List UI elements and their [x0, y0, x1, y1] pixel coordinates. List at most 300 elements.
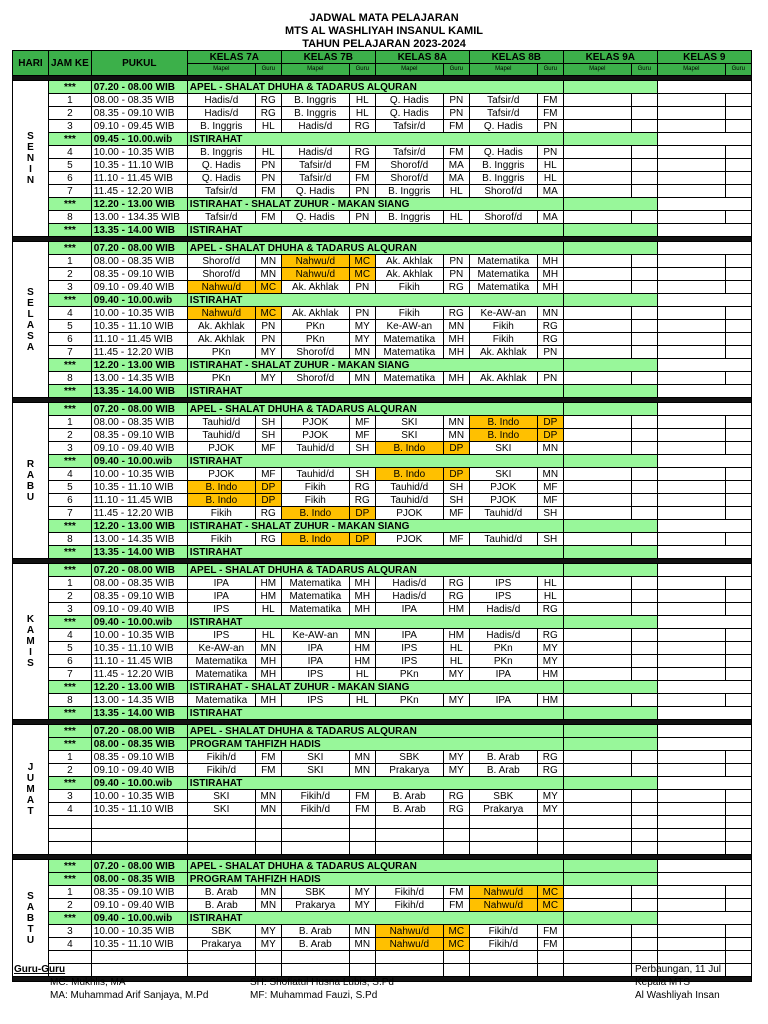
teacher-code-cell: RG — [537, 320, 563, 333]
empty-cell — [657, 873, 751, 886]
event-label: APEL - SHALAT DHUHA & TADARUS ALQURAN — [187, 242, 563, 255]
empty-cell — [631, 320, 657, 333]
empty-cell — [725, 372, 751, 385]
teacher-code-cell: MN — [349, 938, 375, 951]
time-slot: 12.20 - 13.00 WIB — [91, 520, 187, 533]
subject-cell: Tafsir/d — [469, 94, 537, 107]
teacher-code-cell: DP — [349, 507, 375, 520]
header-class: KELAS 7A — [187, 51, 281, 64]
empty-cell — [631, 94, 657, 107]
subject-cell: Q. Hadis — [281, 211, 349, 224]
subject-cell: Matematika — [187, 694, 255, 707]
empty-cell — [187, 816, 255, 829]
subject-cell: Shorof/d — [281, 346, 349, 359]
empty-cell — [91, 816, 187, 829]
subject-cell: PKn — [187, 372, 255, 385]
jam-ke: 5 — [49, 642, 92, 655]
break-row — [13, 777, 752, 790]
empty-cell — [563, 146, 631, 159]
subject-cell: SKI — [469, 468, 537, 481]
empty-cell — [725, 842, 751, 855]
subject-cell: B. Inggris — [375, 211, 443, 224]
empty-cell — [443, 829, 469, 842]
empty-cell — [563, 416, 631, 429]
jam-ke: 4 — [49, 468, 92, 481]
empty-cell — [657, 372, 725, 385]
empty-cell — [657, 403, 751, 416]
empty-cell — [563, 211, 631, 224]
signature-title: Kepala MTS — [635, 977, 691, 988]
jam-ke: 7 — [49, 185, 92, 198]
jam-ke: 6 — [49, 655, 92, 668]
empty-cell — [563, 198, 657, 211]
break-row — [13, 198, 752, 211]
teacher-entry: SH: Shofiatul Husna Lubis, S.Pd — [250, 977, 394, 988]
subject-cell: B. Arab — [375, 790, 443, 803]
subject-cell: Fikih — [375, 307, 443, 320]
subject-cell: Ak. Akhlak — [281, 307, 349, 320]
lesson-row — [13, 938, 752, 951]
empty-cell — [563, 81, 657, 94]
empty-cell — [563, 294, 657, 307]
subject-cell: Tauhid/d — [375, 494, 443, 507]
teacher-code-cell: MA — [443, 172, 469, 185]
break-row — [13, 224, 752, 237]
subject-cell: Q. Hadis — [187, 159, 255, 172]
event-label: ISTIRAHAT — [187, 912, 563, 925]
jam-ke: 1 — [49, 577, 92, 590]
empty-cell — [657, 803, 725, 816]
jam-ke: *** — [49, 777, 92, 790]
teacher-code-cell: RG — [537, 333, 563, 346]
teacher-code-cell: MY — [255, 372, 281, 385]
subject-cell: Q. Hadis — [187, 172, 255, 185]
subject-cell: Shorof/d — [375, 159, 443, 172]
jam-ke: *** — [49, 359, 92, 372]
empty-cell — [563, 912, 657, 925]
jam-ke: *** — [49, 242, 92, 255]
subject-cell: Tafsir/d — [187, 185, 255, 198]
teacher-code-cell: HL — [537, 590, 563, 603]
empty-cell — [657, 81, 751, 94]
teacher-code-cell: MN — [443, 416, 469, 429]
empty-cell — [563, 738, 657, 751]
empty-cell — [657, 359, 751, 372]
lesson-row — [13, 468, 752, 481]
empty-cell — [657, 416, 725, 429]
empty-cell — [563, 268, 631, 281]
empty-cell — [725, 120, 751, 133]
teacher-code-cell: HL — [443, 655, 469, 668]
subheader-mapel: Mapel — [281, 64, 349, 76]
empty-cell — [563, 333, 631, 346]
teacher-code-cell: MN — [537, 442, 563, 455]
teacher-code-cell: PN — [255, 172, 281, 185]
teacher-code-cell: PN — [537, 120, 563, 133]
subject-cell: Nahwu/d — [281, 255, 349, 268]
subject-cell: B. Arab — [281, 925, 349, 938]
subject-cell: SKI — [375, 429, 443, 442]
teacher-code-cell: HL — [349, 94, 375, 107]
lesson-row — [13, 268, 752, 281]
teacher-code-cell: MC — [255, 307, 281, 320]
teacher-code-cell: FM — [255, 751, 281, 764]
time-slot: 10.00 - 10.35 WIB — [91, 146, 187, 159]
lesson-row — [13, 694, 752, 707]
jam-ke: 4 — [49, 629, 92, 642]
subject-cell: B. Indo — [281, 507, 349, 520]
subject-cell: Shorof/d — [187, 255, 255, 268]
subject-cell: Q. Hadis — [375, 107, 443, 120]
empty-cell — [657, 307, 725, 320]
time-slot: 10.00 - 10.35 WIB — [91, 790, 187, 803]
empty-cell — [725, 320, 751, 333]
teacher-code-cell: PN — [537, 346, 563, 359]
signature-organization: Al Washliyah Insan — [635, 990, 720, 1001]
teacher-code-cell: MY — [255, 925, 281, 938]
subject-cell: Ak. Akhlak — [187, 320, 255, 333]
event-label: ISTIRAHAT - SHALAT ZUHUR - MAKAN SIANG — [187, 681, 563, 694]
empty-cell — [657, 172, 725, 185]
subject-cell: Shorof/d — [469, 185, 537, 198]
subject-cell: Nahwu/d — [187, 281, 255, 294]
empty-cell — [469, 842, 537, 855]
empty-cell — [657, 707, 751, 720]
empty-cell — [563, 403, 657, 416]
schedule-table — [12, 50, 752, 982]
time-slot: 13.00 - 134.35 WIB — [91, 211, 187, 224]
teacher-code-cell: PN — [537, 146, 563, 159]
teacher-code-cell: PN — [349, 185, 375, 198]
time-slot: 09.10 - 09.40 WIB — [91, 603, 187, 616]
empty-cell — [187, 951, 255, 964]
empty-cell — [657, 590, 725, 603]
jam-ke: *** — [49, 81, 92, 94]
subject-cell: Fikih — [469, 333, 537, 346]
empty-cell — [631, 172, 657, 185]
empty-cell — [563, 281, 631, 294]
subject-cell: Fikih — [469, 320, 537, 333]
empty-cell — [563, 224, 657, 237]
empty-cell — [631, 590, 657, 603]
teacher-code-cell: PN — [443, 255, 469, 268]
blank-row — [13, 816, 752, 829]
jam-ke: 2 — [49, 764, 92, 777]
teacher-code-cell: FM — [537, 94, 563, 107]
lesson-row — [13, 159, 752, 172]
teacher-code-cell: MC — [349, 255, 375, 268]
time-slot: 11.45 - 12.20 WIB — [91, 507, 187, 520]
teacher-code-cell: HM — [443, 629, 469, 642]
empty-cell — [725, 94, 751, 107]
time-slot: 08.35 - 09.10 WIB — [91, 107, 187, 120]
teacher-code-cell: MH — [349, 590, 375, 603]
teacher-code-cell: PN — [349, 211, 375, 224]
subject-cell: Matematika — [469, 281, 537, 294]
jam-ke: *** — [49, 403, 92, 416]
jam-ke: 7 — [49, 507, 92, 520]
empty-cell — [725, 925, 751, 938]
teacher-code-cell: MH — [255, 694, 281, 707]
lesson-row — [13, 120, 752, 133]
empty-cell — [631, 829, 657, 842]
empty-cell — [443, 951, 469, 964]
empty-cell — [631, 481, 657, 494]
subject-cell: Matematika — [375, 346, 443, 359]
empty-cell — [657, 842, 725, 855]
lesson-row — [13, 94, 752, 107]
break-row — [13, 546, 752, 559]
lesson-row — [13, 255, 752, 268]
jam-ke: *** — [49, 873, 92, 886]
empty-cell — [187, 964, 255, 977]
empty-cell — [563, 307, 631, 320]
teacher-code-cell: MY — [255, 346, 281, 359]
empty-cell — [563, 803, 631, 816]
empty-cell — [657, 681, 751, 694]
teacher-code-cell: MH — [443, 372, 469, 385]
empty-cell — [725, 468, 751, 481]
empty-cell — [631, 764, 657, 777]
time-slot: 12.20 - 13.00 WIB — [91, 359, 187, 372]
jam-ke: 8 — [49, 533, 92, 546]
teacher-code-cell: MN — [349, 372, 375, 385]
subject-cell: Hadis/d — [187, 94, 255, 107]
break-row — [13, 616, 752, 629]
lesson-row — [13, 416, 752, 429]
empty-cell — [725, 429, 751, 442]
title-line-1: JADWAL MATA PELAJARAN — [309, 12, 459, 24]
subject-cell: IPA — [187, 590, 255, 603]
empty-cell — [657, 777, 751, 790]
empty-cell — [563, 533, 631, 546]
time-slot: 11.45 - 12.20 WIB — [91, 346, 187, 359]
empty-cell — [657, 107, 725, 120]
time-slot: 08.00 - 08.35 WIB — [91, 577, 187, 590]
event-label: ISTIRAHAT — [187, 133, 563, 146]
empty-cell — [537, 842, 563, 855]
event-label: ISTIRAHAT — [187, 455, 563, 468]
lesson-row — [13, 668, 752, 681]
break-row — [13, 455, 752, 468]
teacher-code-cell: FM — [537, 938, 563, 951]
empty-cell — [657, 790, 725, 803]
empty-cell — [563, 172, 631, 185]
empty-cell — [725, 255, 751, 268]
empty-cell — [563, 372, 631, 385]
lesson-row — [13, 886, 752, 899]
teacher-code-cell: MF — [349, 429, 375, 442]
time-slot: 08.35 - 09.10 WIB — [91, 429, 187, 442]
time-slot: 08.00 - 08.35 WIB — [91, 255, 187, 268]
empty-cell — [563, 694, 631, 707]
empty-cell — [657, 899, 725, 912]
time-slot: 08.35 - 09.10 WIB — [91, 268, 187, 281]
subject-cell: Tauhid/d — [469, 533, 537, 546]
empty-cell — [91, 829, 187, 842]
empty-cell — [631, 333, 657, 346]
empty-cell — [631, 886, 657, 899]
empty-cell — [657, 616, 751, 629]
document-title — [0, 12, 768, 51]
subject-cell: Shorof/d — [375, 172, 443, 185]
teacher-code-cell: MN — [443, 429, 469, 442]
subject-cell: Matematika — [281, 603, 349, 616]
subject-cell: Ak. Akhlak — [469, 346, 537, 359]
teacher-code-cell: MN — [349, 629, 375, 642]
teacher-code-cell: MY — [443, 668, 469, 681]
lesson-row — [13, 172, 752, 185]
empty-cell — [631, 346, 657, 359]
event-label: ISTIRAHAT — [187, 707, 563, 720]
jam-ke: 3 — [49, 281, 92, 294]
subject-cell: Ak. Akhlak — [281, 281, 349, 294]
empty-cell — [563, 603, 631, 616]
break-row — [13, 725, 752, 738]
teacher-code-cell: HL — [255, 120, 281, 133]
empty-cell — [725, 751, 751, 764]
subject-cell: B. Indo — [187, 481, 255, 494]
empty-cell — [657, 751, 725, 764]
empty-cell — [657, 281, 725, 294]
teacher-code-cell: FM — [349, 172, 375, 185]
time-slot: 08.00 - 08.35 WIB — [91, 94, 187, 107]
subject-cell: Prakarya — [469, 803, 537, 816]
empty-cell — [563, 442, 631, 455]
subject-cell: B. Inggris — [469, 159, 537, 172]
jam-ke: *** — [49, 707, 92, 720]
subject-cell: Ke-AW-an — [187, 642, 255, 655]
subject-cell: B. Inggris — [281, 107, 349, 120]
teacher-code-cell: HM — [537, 668, 563, 681]
subject-cell: Nahwu/d — [469, 886, 537, 899]
teacher-code-cell: MY — [349, 320, 375, 333]
empty-cell — [563, 668, 631, 681]
subject-cell: SBK — [469, 790, 537, 803]
empty-cell — [657, 211, 725, 224]
empty-cell — [631, 842, 657, 855]
subject-cell: Nahwu/d — [281, 268, 349, 281]
empty-cell — [469, 816, 537, 829]
empty-cell — [657, 255, 725, 268]
lesson-row — [13, 790, 752, 803]
day-name: J U M A T — [13, 725, 49, 855]
time-slot: 09.40 - 10.00.wib — [91, 455, 187, 468]
subject-cell: SKI — [187, 790, 255, 803]
empty-cell — [563, 564, 657, 577]
day-name: K A M I S — [13, 564, 49, 720]
subject-cell: B. Indo — [469, 416, 537, 429]
teacher-code-cell: RG — [255, 533, 281, 546]
empty-cell — [49, 816, 92, 829]
empty-cell — [657, 860, 751, 873]
break-row — [13, 873, 752, 886]
subject-cell: Ak. Akhlak — [375, 268, 443, 281]
subject-cell: B. Arab — [281, 938, 349, 951]
empty-cell — [725, 281, 751, 294]
teacher-code-cell: MN — [255, 642, 281, 655]
subject-cell: Prakarya — [281, 899, 349, 912]
teacher-code-cell: MN — [537, 307, 563, 320]
empty-cell — [255, 816, 281, 829]
header-class: KELAS 7B — [281, 51, 375, 64]
empty-cell — [631, 790, 657, 803]
jam-ke: 3 — [49, 603, 92, 616]
lesson-row — [13, 185, 752, 198]
header-pukul: PUKUL — [91, 51, 187, 76]
jam-ke: 5 — [49, 481, 92, 494]
jam-ke: 1 — [49, 751, 92, 764]
subject-cell: Q. Hadis — [469, 120, 537, 133]
teacher-code-cell: MY — [537, 642, 563, 655]
subheader-mapel: Mapel — [469, 64, 537, 76]
empty-cell — [537, 829, 563, 842]
time-slot: 09.10 - 09.40 WIB — [91, 899, 187, 912]
empty-cell — [725, 964, 751, 977]
lesson-row — [13, 481, 752, 494]
lesson-row — [13, 494, 752, 507]
break-row — [13, 707, 752, 720]
empty-cell — [563, 359, 657, 372]
jam-ke: *** — [49, 564, 92, 577]
empty-cell — [563, 94, 631, 107]
break-row — [13, 294, 752, 307]
empty-cell — [563, 520, 657, 533]
empty-cell — [631, 577, 657, 590]
empty-cell — [657, 494, 725, 507]
lesson-row — [13, 899, 752, 912]
teacher-code-cell: MH — [443, 333, 469, 346]
jam-ke: 4 — [49, 307, 92, 320]
empty-cell — [657, 320, 725, 333]
jam-ke: 6 — [49, 333, 92, 346]
time-slot: 10.00 - 10.35 WIB — [91, 629, 187, 642]
break-row — [13, 385, 752, 398]
jam-ke: 3 — [49, 925, 92, 938]
empty-cell — [469, 951, 537, 964]
empty-cell — [563, 790, 631, 803]
empty-cell — [255, 842, 281, 855]
empty-cell — [631, 307, 657, 320]
empty-cell — [657, 951, 725, 964]
empty-cell — [657, 546, 751, 559]
teacher-code-cell: RG — [443, 790, 469, 803]
empty-cell — [657, 268, 725, 281]
empty-cell — [725, 668, 751, 681]
empty-cell — [563, 320, 631, 333]
teacher-code-cell: FM — [349, 790, 375, 803]
time-slot: 11.10 - 11.45 WIB — [91, 172, 187, 185]
empty-cell — [563, 107, 631, 120]
subject-cell: SKI — [187, 803, 255, 816]
lesson-row — [13, 577, 752, 590]
teacher-code-cell: RG — [443, 590, 469, 603]
time-slot: 13.00 - 14.35 WIB — [91, 694, 187, 707]
subject-cell: Hadis/d — [281, 146, 349, 159]
event-label: APEL - SHALAT DHUHA & TADARUS ALQURAN — [187, 725, 563, 738]
break-row — [13, 242, 752, 255]
empty-cell — [657, 829, 725, 842]
empty-cell — [631, 159, 657, 172]
empty-cell — [657, 224, 751, 237]
place-date: Perbaungan, 11 Jul — [635, 964, 721, 975]
teacher-code-cell: MN — [349, 925, 375, 938]
time-slot: 09.10 - 09.40 WIB — [91, 281, 187, 294]
subject-cell: Ak. Akhlak — [187, 333, 255, 346]
teacher-code-cell: RG — [349, 146, 375, 159]
subject-cell: B. Indo — [375, 468, 443, 481]
teacher-code-cell: RG — [537, 629, 563, 642]
